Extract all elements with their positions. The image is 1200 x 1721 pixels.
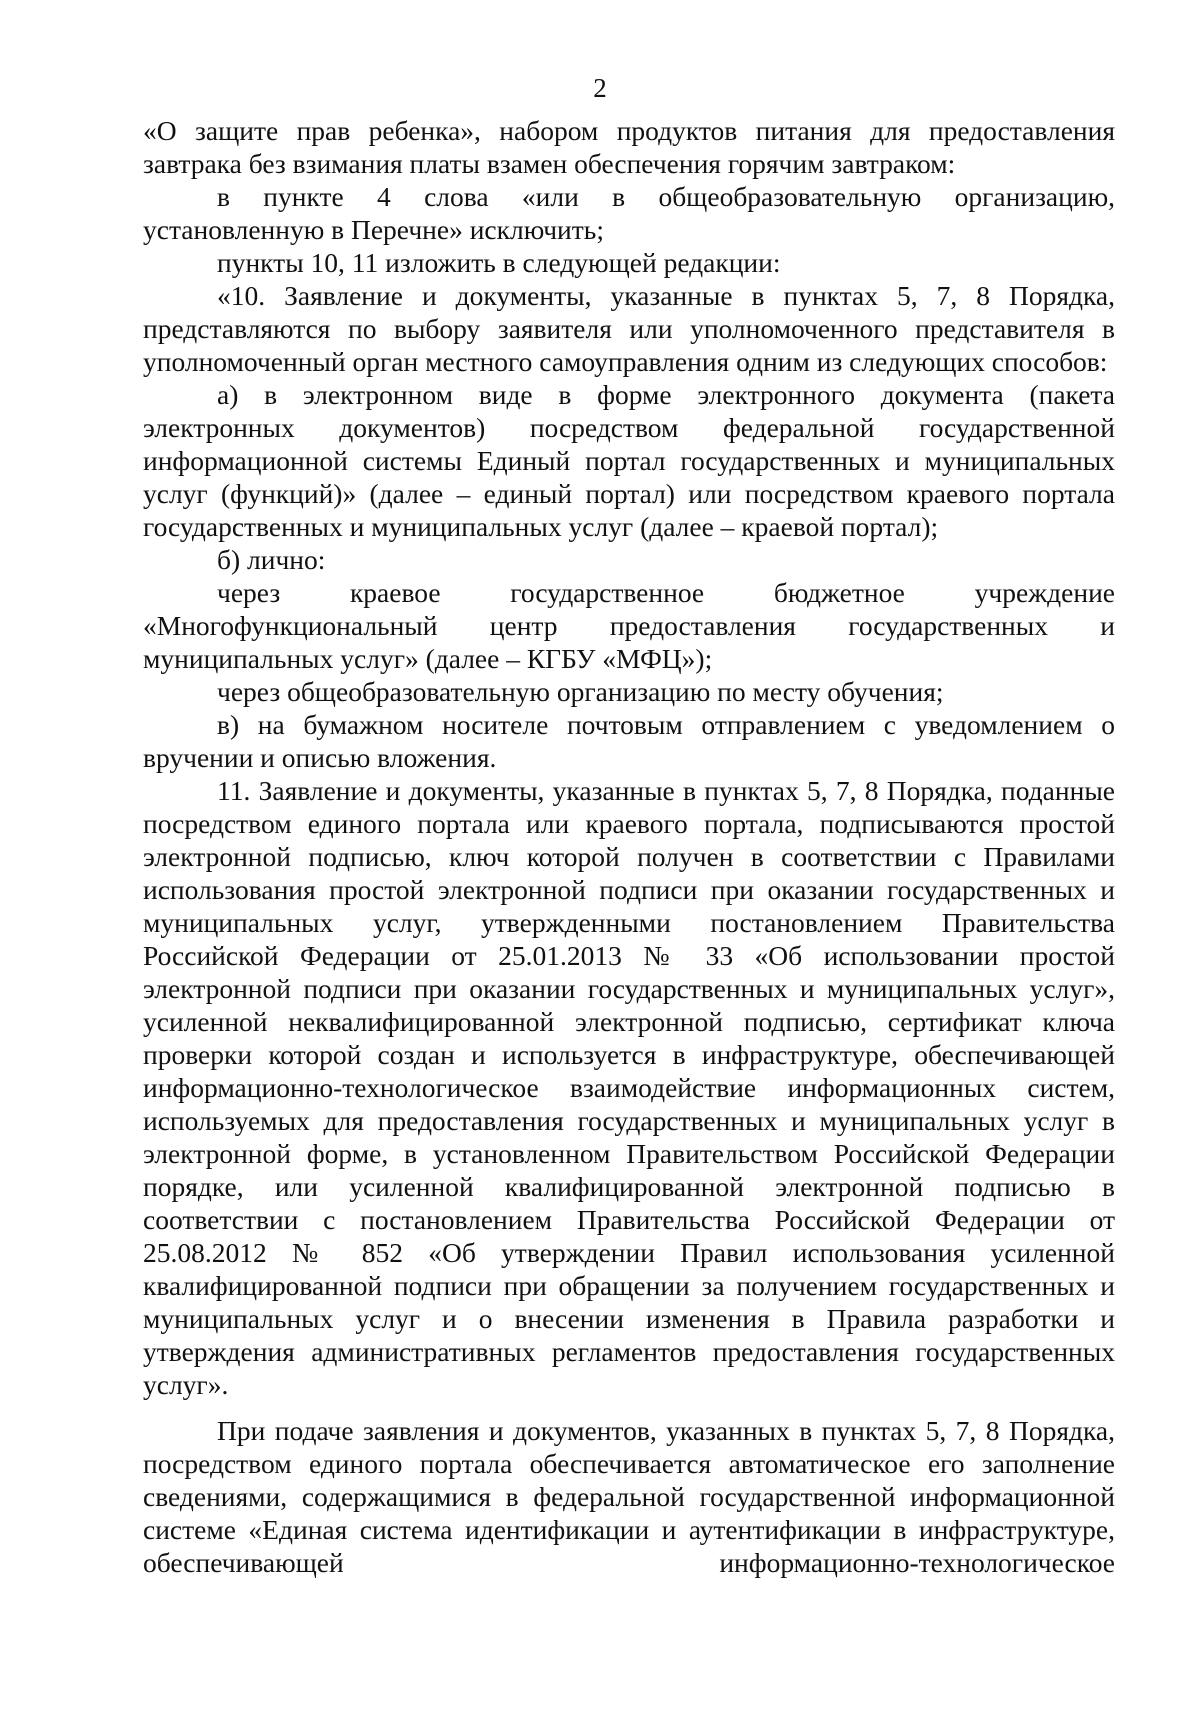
paragraph-6: б) лично: — [217, 544, 326, 575]
paragraph-10: 11. Заявление и документы, указанные в пунктах 5, 7, 8 Порядка, поданные посредством единого портала или краевого портала, подписываются простой электронной подписью, ключ которой получен в соответствии с Правилами использования простой электронной подписи при оказании государственных и муниципальных услуг, утвержденными постановлением Правительства Российской Федерации от 25.01.2013 № 33 «Об использовании простой электронной подписи при оказании государственных и муниципальных услуг», усиленной неквалифицированной электронной подписью, сертификат ключа проверки которой создан и используется в инфраструктуре, обеспечивающей информационно-технологическое взаимодействие информационных систем, используемых для предоставления государственных и муниципальных услуг в электронной форме, в установленном Правительством Российской Федерации порядке, или усиленной квалифицированной электронной подписью в соответствии с постановлением Правительства Российской Федерации от 25.08.2012 № 852 «Об утверждении Правил использования усиленной квалифицированной подписи при обращении за получением государственных и муниципальных услуг и о внесении изменения в Правила разработки и утверждения административных регламентов предоставления государственных услуг». — [143, 775, 1115, 1400]
paragraph-7: через краевое государственное бюджетное учреждение «Многофункциональный центр предоставления государственных и муниципальных услуг» (далее – КГБУ «МФЦ»); — [143, 577, 1115, 674]
page-number: 2 — [593, 73, 607, 103]
paragraph-8: через общеобразовательную организацию по месту обучения; — [217, 676, 944, 707]
paragraph-2: в пункте 4 слова «или в общеобразовательную организацию, установленную в Перечне» исключить; — [143, 181, 1115, 245]
paragraph-5: а) в электронном виде в форме электронного документа (пакета электронных документов) посредством федеральной государственной информационной системы Единый портал государственных и муниципальных услуг (функций)» (далее – единый портал) или посредством краевого портала государственных и муниципальных услуг (далее – краевой портал); — [143, 379, 1115, 542]
paragraph-1: «О защите прав ребенка», набором продуктов питания для предоставления завтрака без взимания платы взамен обеспечения горячим завтраком: — [143, 115, 1115, 179]
paragraph-9: в) на бумажном носителе почтовым отправлением с уведомлением о вручении и описью вложения. — [143, 709, 1115, 773]
document-body — [143, 114, 1115, 1579]
paragraph-3: пункты 10, 11 изложить в следующей редакции: — [217, 247, 781, 278]
paragraph-4: «10. Заявление и документы, указанные в пунктах 5, 7, 8 Порядка, представляются по выбору заявителя или уполномоченного представителя в уполномоченный орган местного самоуправления одним из следующих способов: — [143, 280, 1115, 377]
paragraph-11: При подаче заявления и документов, указанных в пунктах 5, 7, 8 Порядка, посредством единого портала обеспечивается автоматическое его заполнение сведениями, содержащимися в федеральной государственной информационной системе «Единая система идентификации и аутентификации в инфраструктуре, обеспечивающей информационно-технологическое — [143, 1415, 1115, 1578]
